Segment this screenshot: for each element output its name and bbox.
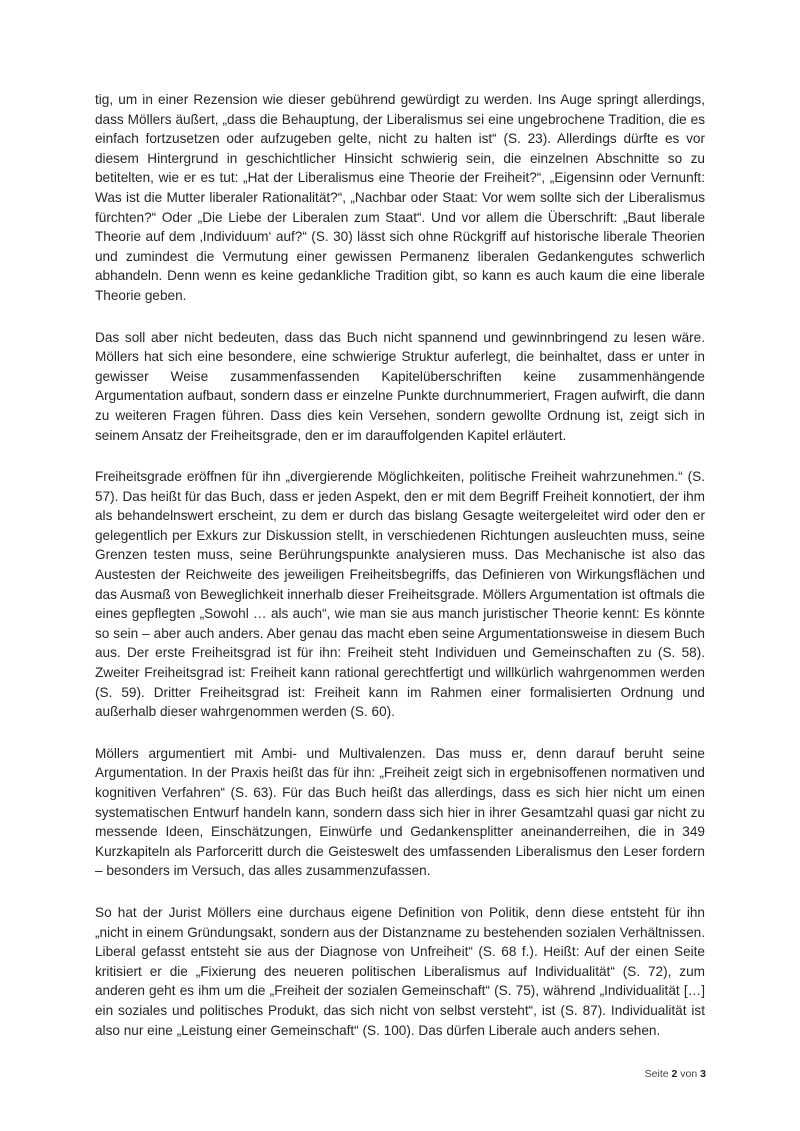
paragraph-4: Möllers argumentiert mit Ambi- und Multivalenzen. Das muss er, denn darauf beruht seine Argumentation. In der Praxis heißt das für ihn: „Freiheit zeigt sich in ergebnisoffenen normativen und kognitiven Verfahren“ (S. 63). Für das Buch heißt das allerdings, dass es sich hier nicht um einen systematischen Entwurf handeln kann, sondern dass sich hier in ihrer Gesamtzahl quasi gar nicht zu messende Ideen, Einschätzungen, Einwürfe und Gedankensplitter aneinanderreihen, die in 349 Kurzkapiteln als Parforceritt durch die Geisteswelt des umfassenden Liberalismus den Leser fordern – besonders im Versuch, das alles zusammenzufassen. [95, 745, 705, 879]
paragraph-5: So hat der Jurist Möllers eine durchaus eigene Definition von Politik, denn diese entsteht für ihn „nicht in einem Gründungsakt, sondern aus der Distanzname zu bestehenden sozialen Verhältnissen. Liberal gefasst entsteht sie aus der Diagnose von Unfreiheit“ (S. 68 f.). Heißt: Auf der einen Seite kritisiert er die „Fixierung des neueren politischen Liberalismus auf Individualität“ (S. 72), zum anderen geht es ihm um die „Freiheit der sozialen Gemeinschaft“ (S. 75), während „Individualität […] ein soziales und politisches Produkt, das sich nicht von selbst versteht“, ist (S. 87). Individualität ist also nur eine „Leistung einer Gemeinschaft“ (S. 100). Das dürfen Liberale auch anders sehen. [95, 904, 705, 1038]
body-text [95, 90, 705, 1062]
total-page-number: 3 [700, 1068, 706, 1080]
page-label: Seite [644, 1068, 669, 1080]
page-number-footer [645, 1068, 706, 1080]
paragraph-1: tig, um in einer Rezension wie dieser gebührend gewürdigt zu werden. Ins Auge springt allerdings, dass Möllers äußert, „dass die Behauptung, der Liberalismus sei eine ungebrochene Tradition, die es einfach fortzusetzen oder aufzugeben gelte, nicht zu halten ist“ (S. 23). Allerdings dürfte es vor diesem Hintergrund in geschichtlicher Hinsicht schwierig sein, die einzelnen Abschnitte so zu betitelten, wie er es tut: „Hat der Liberalismus eine Theorie der Freiheit?“, „Eigensinn oder Vernunft: Was ist die Mutter liberaler Rationalität?“, „Nachbar oder Staat: Vor wem sollte sich der Liberalismus fürchten?“ Oder „Die Liebe der Liberalen zum Staat“. Und vor allem die Überschrift: „Baut liberale Theorie auf dem ‚Individuum‘ auf?“ (S. 30) lässt sich ohne Rückgriff auf historische liberale Theorien und zumindest die Vermutung einer gewissen Permanenz liberalen Gedankengutes schwerlich abhandeln. Denn wenn es keine gedankliche Tradition gibt, so kann es auch kaum die eine liberale Theorie geben. [95, 92, 705, 303]
current-page-number: 2 [671, 1068, 678, 1080]
page-separator: von [680, 1068, 698, 1080]
paragraph-2: Das soll aber nicht bedeuten, dass das Buch nicht spannend und gewinnbringend zu lesen wäre. Möllers hat sich eine besondere, eine schwierige Struktur auferlegt, die beinhaltet, dass er unter in gewisser Weise zusammenfassenden Kapitelüberschriften keine zusammenhängende Argumentation aufbaut, sondern dass er einzelne Punkte durchnummeriert, Fragen aufwirft, die dann zu weiteren Fragen führen. Dass dies kein Versehen, sondern gewollte Ordnung ist, zeigt sich in seinem Ansatz der Freiheitsgrade, den er im darauffolgenden Kapitel erläutert. [95, 329, 705, 443]
paragraph-3: Freiheitsgrade eröffnen für ihn „divergierende Möglichkeiten, politische Freiheit wahrzunehmen.“ (S. 57). Das heißt für das Buch, dass er jeden Aspekt, den er mit dem Begriff Freiheit konnotiert, der ihm als behandelnswert erscheint, zu dem er durch das bislang Gesagte weitergeleitet wird oder den er gelegentlich per Exkurs zur Diskussion stellt, in verschiedenen Richtungen ausleuchten muss, seine Grenzen testen muss, seine Berührungspunkte analysieren muss. Das Mechanische ist also das Austesten der Reichweite des jeweiligen Freiheitsbegriffs, das Definieren von Wirkungsflächen und das Ausmaß von Beweglichkeit innerhalb dieser Freiheitsgrade. Möllers Argumentation ist oftmals die eines gepflegten „Sowohl … als auch“, wie man sie aus manch juristischer Theorie kennt: Es könnte so sein – aber auch anders. Aber genau das macht eben seine Argumentationsweise in diesem Buch aus. Der erste Freiheitsgrad ist für ihn: Freiheit steht Individuen und Gemeinschaften zu (S. 58). Zweiter Freiheitsgrad ist: Freiheit kann rational gerechtfertigt und willkürlich wahrgenommen werden (S. 59). Dritter Freiheitsgrad ist: Freiheit kann im Rahmen einer formalisierten Ordnung und außerhalb dieser wahrgenommen werden (S. 60). [95, 469, 705, 720]
